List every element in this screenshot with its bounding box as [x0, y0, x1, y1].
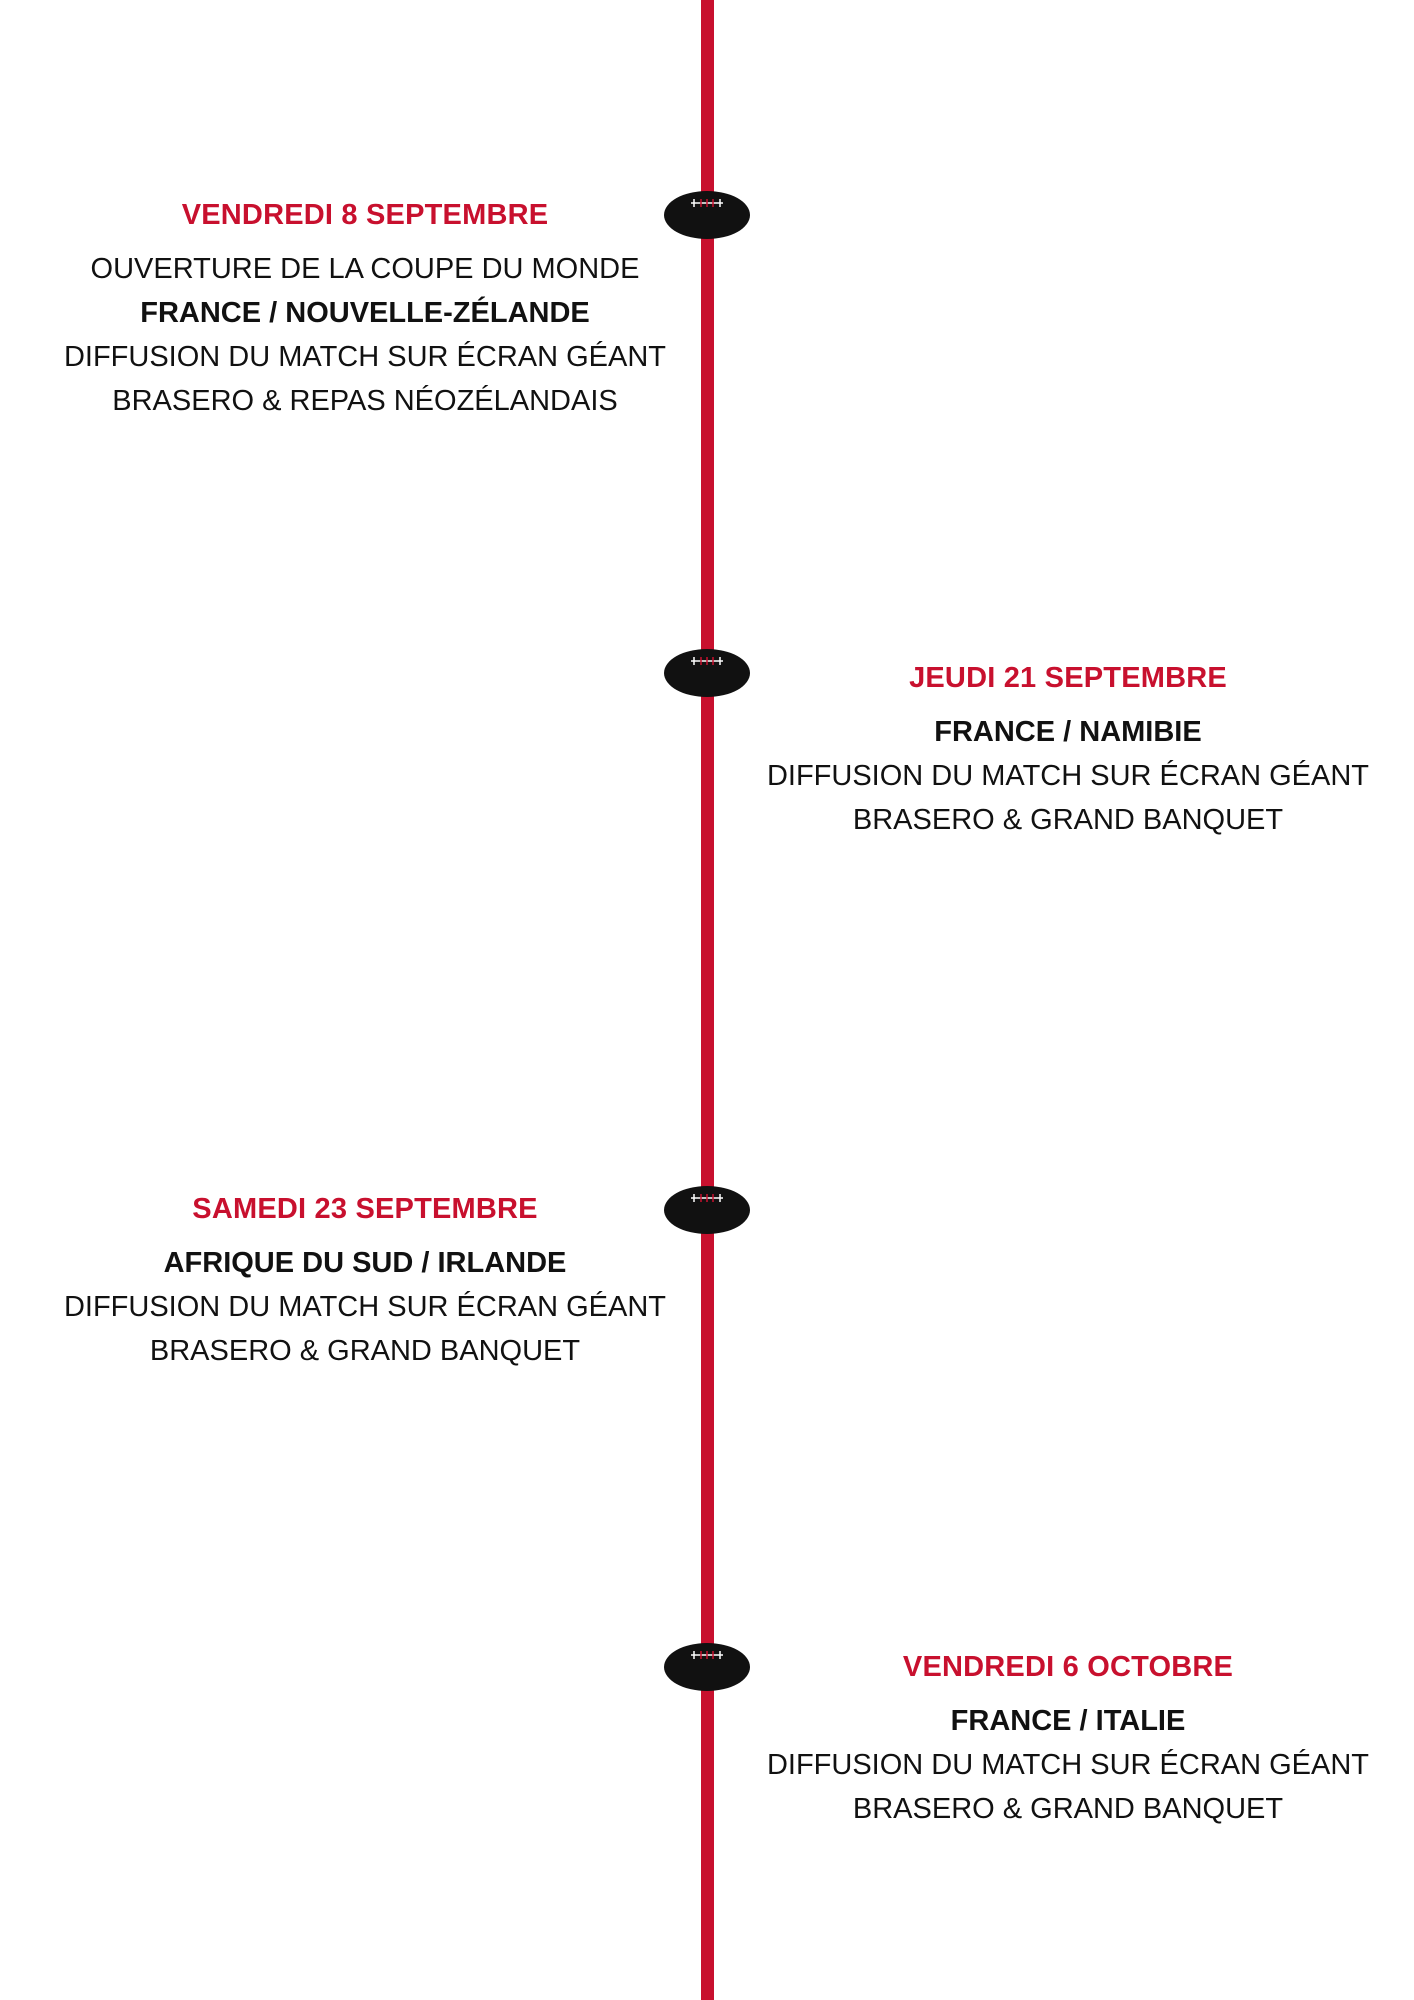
event-broadcast: DIFFUSION DU MATCH SUR ÉCRAN GÉANT	[63, 1291, 667, 1323]
event-broadcast: DIFFUSION DU MATCH SUR ÉCRAN GÉANT	[766, 760, 1370, 792]
event-date: JEUDI 21 SEPTEMBRE	[909, 662, 1227, 694]
event-broadcast: DIFFUSION DU MATCH SUR ÉCRAN GÉANT	[63, 341, 667, 373]
event-food: BRASERO & GRAND BANQUET	[149, 1335, 581, 1367]
event-food: BRASERO & GRAND BANQUET	[852, 1793, 1284, 1825]
event-jeudi-21-septembre	[728, 660, 1408, 842]
event-date: VENDREDI 8 SEPTEMBRE	[181, 199, 549, 231]
event-match: FRANCE / ITALIE	[950, 1705, 1186, 1737]
event-vendredi-8-septembre	[25, 197, 705, 423]
event-broadcast: DIFFUSION DU MATCH SUR ÉCRAN GÉANT	[766, 1749, 1370, 1781]
event-date: VENDREDI 6 OCTOBRE	[902, 1651, 1234, 1683]
event-intro: OUVERTURE DE LA COUPE DU MONDE	[90, 253, 640, 285]
event-food: BRASERO & GRAND BANQUET	[852, 804, 1284, 836]
event-date: SAMEDI 23 SEPTEMBRE	[192, 1193, 538, 1225]
event-samedi-23-septembre	[25, 1191, 705, 1373]
event-food: BRASERO & REPAS NÉOZÉLANDAIS	[112, 385, 618, 417]
event-vendredi-6-octobre	[728, 1649, 1408, 1831]
event-match: FRANCE / NAMIBIE	[934, 716, 1202, 748]
event-match: FRANCE / NOUVELLE-ZÉLANDE	[140, 297, 590, 329]
event-match: AFRIQUE DU SUD / IRLANDE	[163, 1247, 567, 1279]
